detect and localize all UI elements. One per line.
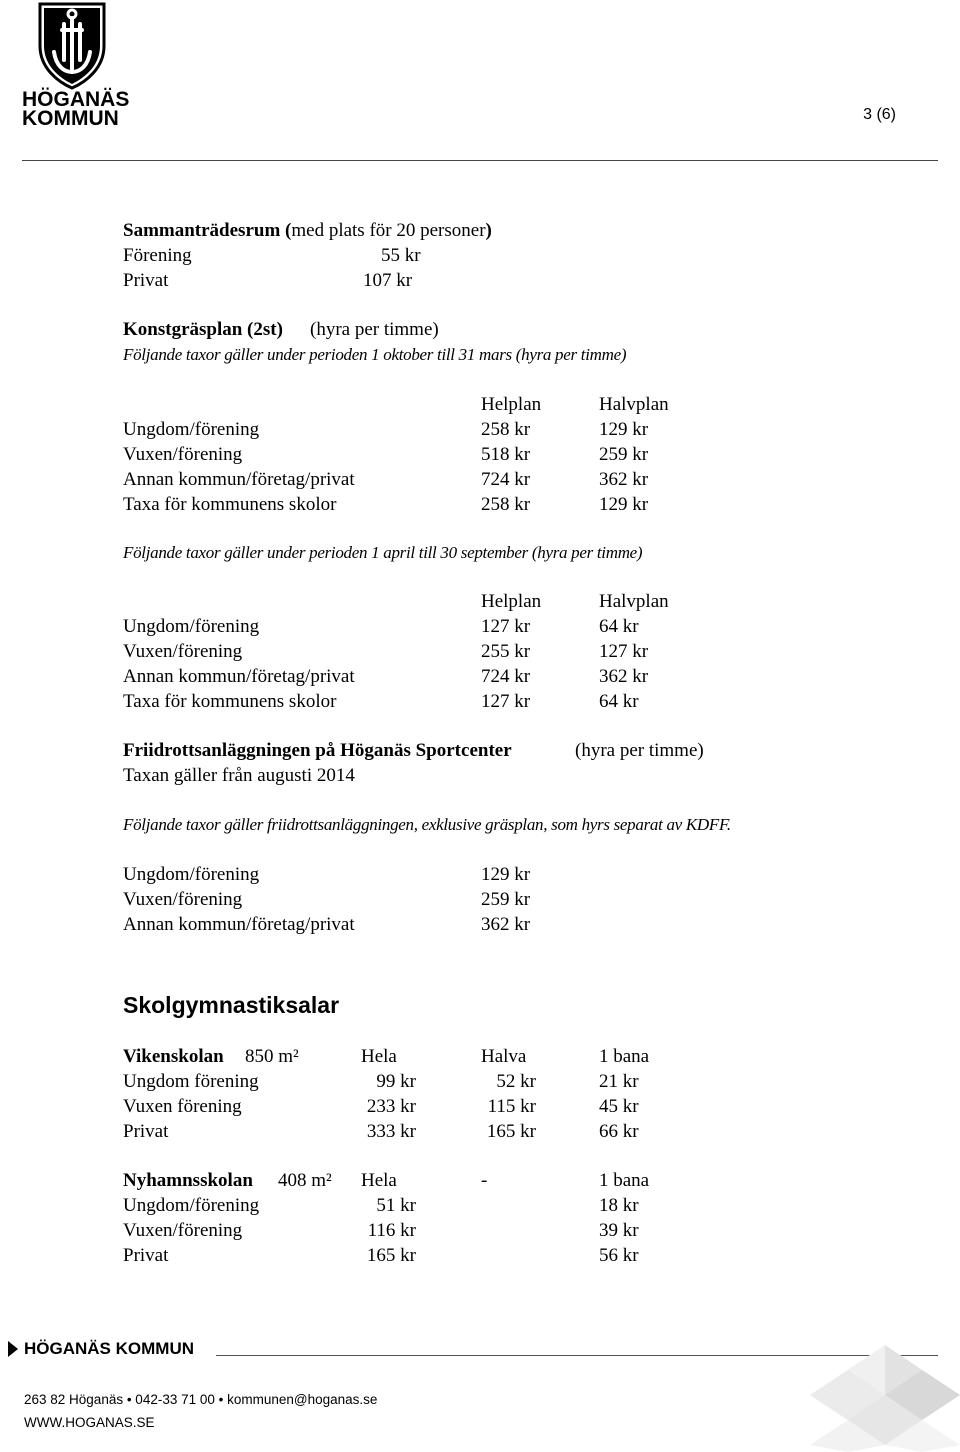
athletics-title-bold: Friidrottsanläggningen på Höganäs Sportcenter bbox=[123, 740, 512, 761]
price-full: 258 kr bbox=[481, 494, 531, 515]
price-bana: 39 kr bbox=[599, 1220, 639, 1241]
price-half: 362 kr bbox=[599, 666, 649, 687]
row-label: Ungdom/förening bbox=[123, 419, 260, 440]
row-label: Vuxen/förening bbox=[123, 641, 243, 662]
row-label: Ungdom/förening bbox=[123, 616, 260, 637]
row-label: Ungdom/förening bbox=[123, 1195, 260, 1216]
vikenskolan-name: Vikenskolan bbox=[123, 1046, 224, 1067]
row-price: 55 kr bbox=[381, 245, 421, 266]
decorative-triangles-icon bbox=[810, 1345, 960, 1452]
price-half: 129 kr bbox=[599, 419, 649, 440]
row-label: Taxa för kommunens skolor bbox=[123, 691, 337, 712]
price-bana: 45 kr bbox=[599, 1096, 639, 1117]
price-half: 259 kr bbox=[599, 444, 649, 465]
footer-brand-name: HÖGANÄS KOMMUN bbox=[24, 1339, 194, 1358]
col-bana: 1 bana bbox=[599, 1170, 650, 1191]
row-label: Vuxen/förening bbox=[123, 444, 243, 465]
col-hela: Hela bbox=[361, 1170, 397, 1191]
price-bana: 21 kr bbox=[599, 1071, 639, 1092]
nyhamnsskolan-name: Nyhamnsskolan bbox=[123, 1170, 253, 1191]
price-hela: 333 kr bbox=[366, 1121, 416, 1142]
meeting-room-title-close: ) bbox=[485, 220, 492, 241]
vikenskolan-size: 850 m² bbox=[245, 1046, 299, 1067]
col-half: Halvplan bbox=[599, 591, 669, 612]
page-number: 3 (6) bbox=[863, 106, 896, 123]
row-label: Annan kommun/företag/privat bbox=[123, 914, 355, 935]
price-hela: 116 kr bbox=[367, 1220, 416, 1241]
row-label: Annan kommun/företag/privat bbox=[123, 469, 355, 490]
price-bana: 66 kr bbox=[599, 1121, 639, 1142]
row-label: Privat bbox=[123, 270, 169, 291]
col-full: Helplan bbox=[481, 394, 542, 415]
chevron-right-icon bbox=[8, 1341, 18, 1357]
logo-line1: HÖGANÄS bbox=[22, 88, 130, 111]
price-bana: 56 kr bbox=[599, 1245, 639, 1266]
price-half: 129 kr bbox=[599, 494, 649, 515]
turf-title-bold: Konstgräsplan (2st) bbox=[123, 319, 283, 340]
meeting-room-title bbox=[123, 220, 492, 242]
row-price: 259 kr bbox=[481, 889, 531, 910]
row-price: 362 kr bbox=[481, 914, 531, 935]
price-full: 724 kr bbox=[481, 666, 531, 687]
price-hela: 51 kr bbox=[376, 1195, 416, 1216]
row-label: Ungdom/förening bbox=[123, 864, 260, 885]
row-price: 107 kr bbox=[363, 270, 413, 291]
row-label: Annan kommun/företag/privat bbox=[123, 666, 355, 687]
price-half: 64 kr bbox=[599, 616, 639, 637]
meeting-room-title-rest: med plats för 20 personer bbox=[291, 220, 486, 241]
price-full: 724 kr bbox=[481, 469, 531, 490]
col-dash: - bbox=[481, 1170, 488, 1191]
row-label: Förening bbox=[123, 245, 192, 266]
row-label: Vuxen/förening bbox=[123, 1220, 243, 1241]
price-halva: 52 kr bbox=[496, 1071, 536, 1092]
row-label: Taxa för kommunens skolor bbox=[123, 494, 337, 515]
footer-website[interactable]: WWW.HOGANAS.SE bbox=[24, 1415, 155, 1430]
logo-line2: KOMMUN bbox=[22, 107, 119, 130]
price-half: 64 kr bbox=[599, 691, 639, 712]
row-label: Vuxen förening bbox=[123, 1096, 242, 1117]
footer-address: 263 82 Höganäs • 042-33 71 00 • kommunen@hoganas.se bbox=[24, 1392, 378, 1407]
col-bana: 1 bana bbox=[599, 1046, 650, 1067]
price-full: 127 kr bbox=[481, 616, 531, 637]
header-divider bbox=[22, 160, 938, 161]
shield-anchor-icon bbox=[36, 0, 108, 90]
row-label: Vuxen/förening bbox=[123, 889, 243, 910]
price-hela: 99 kr bbox=[376, 1071, 416, 1092]
col-hela: Hela bbox=[361, 1046, 397, 1067]
row-label: Privat bbox=[123, 1121, 169, 1142]
price-half: 362 kr bbox=[599, 469, 649, 490]
price-full: 258 kr bbox=[481, 419, 531, 440]
row-label: Privat bbox=[123, 1245, 169, 1266]
meeting-room-title-bold: Sammanträdesrum ( bbox=[123, 220, 292, 241]
turf-title-rest: (hyra per timme) bbox=[310, 319, 439, 340]
municipality-logo bbox=[22, 0, 130, 130]
price-halva: 165 kr bbox=[486, 1121, 536, 1142]
col-halva: Halva bbox=[481, 1046, 527, 1067]
price-hela: 165 kr bbox=[366, 1245, 416, 1266]
gyms-heading: Skolgymnastiksalar bbox=[123, 992, 340, 1018]
price-halva: 115 kr bbox=[487, 1096, 536, 1117]
price-bana: 18 kr bbox=[599, 1195, 639, 1216]
athletics-title-rest: (hyra per timme) bbox=[575, 740, 704, 761]
price-full: 127 kr bbox=[481, 691, 531, 712]
row-price: 129 kr bbox=[481, 864, 531, 885]
price-half: 127 kr bbox=[599, 641, 649, 662]
row-label: Ungdom förening bbox=[123, 1071, 259, 1092]
nyhamnsskolan-size: 408 m² bbox=[278, 1170, 332, 1191]
price-full: 255 kr bbox=[481, 641, 531, 662]
price-full: 518 kr bbox=[481, 444, 531, 465]
col-half: Halvplan bbox=[599, 394, 669, 415]
price-hela: 233 kr bbox=[366, 1096, 416, 1117]
col-full: Helplan bbox=[481, 591, 542, 612]
